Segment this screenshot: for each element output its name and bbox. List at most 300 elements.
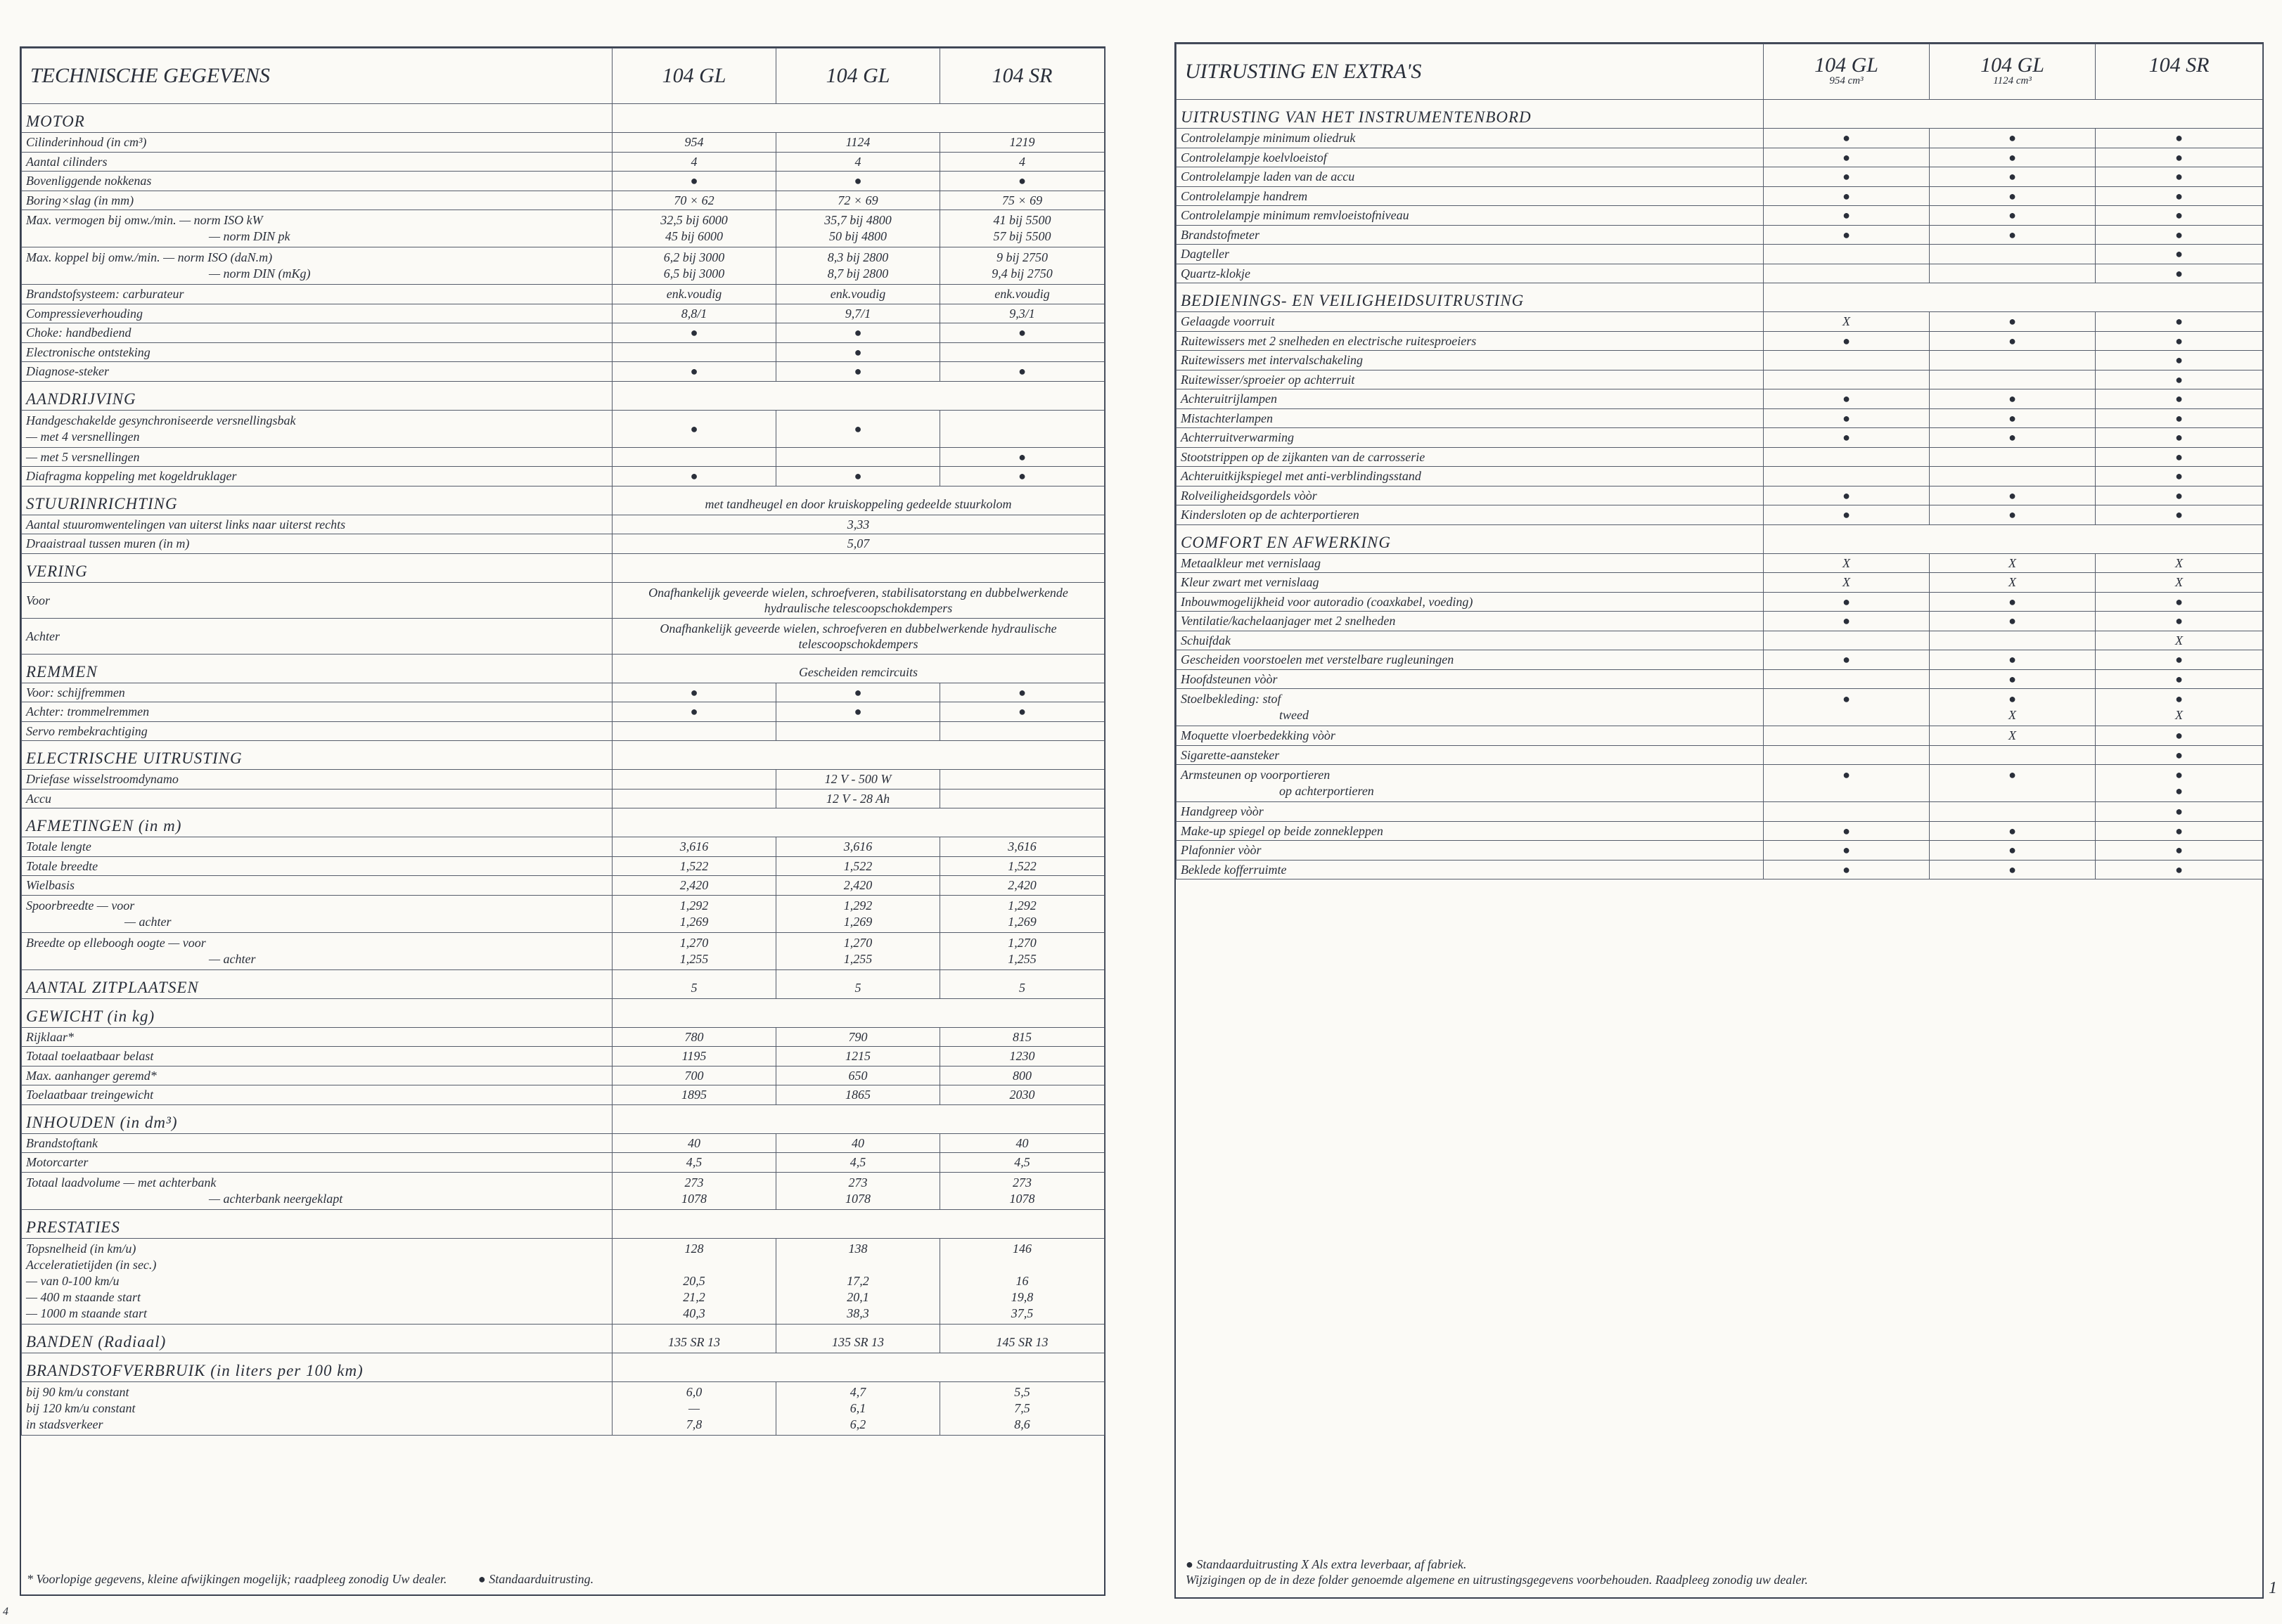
row-value [1930,447,2096,467]
cell-line: 9,4 bij 2750 [992,266,1053,281]
row-value: ● [940,362,1105,382]
row-label: Quartz-klokje [1177,264,1764,283]
table-row [1177,612,2263,631]
row-value: ● [2096,351,2263,370]
row-value: 70 × 62 [613,191,776,210]
table-row [22,133,1105,153]
table-row [1177,860,2263,879]
row-label: Wielbasis [22,876,613,896]
row-value: 700 [613,1066,776,1085]
section-spacer [613,998,1105,1027]
cell-line: X [2008,708,2016,722]
row-label: Hoofdsteunen vòòr [1177,669,1764,689]
row-value: 3,616 [940,837,1105,857]
row-label: Make-up spiegel op beide zonnekleppen [1177,821,1764,841]
table-row [1177,245,2263,264]
row-value: ● [1930,148,2096,167]
row-value: 1895 [613,1085,776,1105]
row-label [22,410,613,447]
table-row [1177,505,2263,525]
cell-line: 1,269 [1008,914,1037,929]
cell-line: Max. koppel bij omw./min. — norm ISO (daN.m) [26,250,273,264]
row-value: ● [2096,264,2263,283]
page-number-left: 4 [3,1606,8,1618]
cell-line: 273 [684,1175,704,1190]
section-value: 145 SR 13 [940,1324,1105,1353]
row-label [22,210,613,247]
cell-line: 1,255 [1008,951,1037,966]
row-value: ● [2096,726,2263,746]
section-header [1177,100,2263,129]
cell-line: — met 4 versnellingen [26,429,140,444]
row-label: Aantal cilinders [22,152,613,172]
section-header [22,1324,1105,1353]
cell-line: Topsnelheid (in km/u) [26,1241,136,1256]
row-value: ● [1764,592,1930,612]
table-row [1177,765,2263,802]
row-value: ● [1764,408,1930,428]
row-label: Mistachterlampen [1177,408,1764,428]
row-value [613,895,776,932]
table-row [22,152,1105,172]
row-value: 2,420 [613,876,776,896]
row-value: 780 [613,1027,776,1047]
table-row [22,1133,1105,1153]
row-value: enk.voudig [613,285,776,304]
table-row [1177,351,2263,370]
row-value: ● [2096,245,2263,264]
section-title: UITRUSTING VAN HET INSTRUMENTENBORD [1177,100,1764,129]
section-spacer [613,1353,1105,1381]
row-value: 1215 [776,1047,940,1066]
cell-line: 8,3 bij 2800 [827,250,889,264]
table-row [22,582,1105,618]
table-row [22,856,1105,876]
column-header-3: 104 SR [940,49,1105,104]
column-subtitle [2104,75,2254,87]
row-value: ● [1930,389,2096,409]
row-value: X [2096,573,2263,593]
table-row [22,1238,1105,1324]
cell-line: ● [1842,692,1850,706]
cell-line: — achterbank neergeklapt [209,1191,343,1206]
row-value: ● [613,702,776,722]
row-value [940,721,1105,741]
row-value: ● [1930,428,2096,448]
column-name: 104 GL [1980,53,2044,77]
row-label: Beklede kofferruimte [1177,860,1764,879]
column-header-1 [1764,44,1930,100]
table-row [22,1066,1105,1085]
row-label: Aantal stuuromwentelingen van uiterst links naar uiterst rechts [22,515,613,534]
cell-line: 1,269 [679,914,709,929]
table-row [1177,573,2263,593]
cell-line [1768,707,1925,723]
row-value: ● [1930,612,2096,631]
row-value [940,410,1105,447]
row-value [776,895,940,932]
table-row [22,1085,1105,1105]
table-row [22,1153,1105,1173]
table-row [22,447,1105,467]
cell-line: 128 [684,1241,704,1256]
cell-line: 57 bij 5500 [993,229,1051,243]
row-value: ● [2096,428,2263,448]
table-row [1177,726,2263,746]
cell-line [781,1257,935,1273]
row-value: ● [940,702,1105,722]
row-value [776,247,940,285]
row-value: ● [1764,486,1930,505]
row-value [776,1172,940,1209]
row-value [1764,765,1930,802]
section-header [22,969,1105,998]
row-value: ● [1930,592,2096,612]
row-value: ● [2096,206,2263,226]
section-title: INHOUDEN (in dm³) [22,1104,613,1133]
section-title: ELECTRISCHE UITRUSTING [22,741,613,770]
row-value: ● [1764,612,1930,631]
row-value [613,342,776,362]
row-label: Choke: handbediend [22,323,613,343]
row-value: 75 × 69 [940,191,1105,210]
row-label: Compressieverhouding [22,304,613,323]
row-value [1930,689,2096,726]
cell-line: 1,255 [679,951,709,966]
table-row [1177,745,2263,765]
row-value: 3,616 [776,837,940,857]
row-value: ● [2096,802,2263,822]
section-header [22,381,1105,410]
cell-line: 1078 [845,1191,871,1206]
cell-line: 45 bij 6000 [665,229,723,243]
cell-line: 6,5 bij 3000 [663,266,725,281]
cell-line [944,1257,1100,1273]
row-value [613,1381,776,1435]
table-row [22,618,1105,654]
left-legend: ● Standaarduitrusting. [477,1572,594,1586]
row-label: Draaistraal tussen muren (in m) [22,534,613,554]
column-header-1: 104 GL [613,49,776,104]
table-row [22,285,1105,304]
row-span-value: Onafhankelijk geveerde wielen, schroefveren en dubbelwerkende hydraulische telescoopschokdempers [613,618,1105,654]
table-row [22,1381,1105,1435]
row-label: Kindersloten op de achterportieren [1177,505,1764,525]
row-value [613,247,776,285]
row-value [940,247,1105,285]
row-value: ● [940,683,1105,702]
row-value [940,789,1105,808]
section-header [22,741,1105,770]
table-row [1177,167,2263,187]
row-value: X [1930,573,2096,593]
cell-line: 273 [848,1175,868,1190]
technical-data-panel [20,46,1105,1596]
table-row [22,702,1105,722]
row-value: enk.voudig [776,285,940,304]
row-value: 4,5 [776,1153,940,1173]
cell-line: — van 0-100 km/u [26,1273,120,1288]
cell-line: 1,270 [843,935,873,950]
row-label: Brandstofsysteem: carburateur [22,285,613,304]
row-value [1764,802,1930,822]
table-row [1177,592,2263,612]
table-row [22,323,1105,343]
section-header [22,1353,1105,1381]
row-value [940,895,1105,932]
row-value: ● [1930,486,2096,505]
row-value: ● [1764,389,1930,409]
cell-line: 1,255 [843,951,873,966]
section-title: STUURINRICHTING [22,486,613,515]
cell-line: 4,7 [850,1384,866,1399]
cell-line: 1078 [1009,1191,1035,1206]
cell-line: 1,292 [679,898,709,913]
section-value: 5 [940,969,1105,998]
row-label: — met 5 versnellingen [22,447,613,467]
section-title: GEWICHT (in kg) [22,998,613,1027]
row-label: Ruitewissers met 2 snelheden en electrische ruitesproeiers [1177,331,1764,351]
section-header [22,1209,1105,1238]
row-value [1764,245,1930,264]
row-value: 800 [940,1066,1105,1085]
equipment-panel [1174,42,2264,1599]
row-value: X [2096,631,2263,650]
row-label [22,932,613,969]
row-value: ● [776,683,940,702]
row-label: Brandstofmeter [1177,225,1764,245]
row-value: ● [1764,186,1930,206]
row-value: X [1930,553,2096,573]
table-row [22,683,1105,702]
section-header [22,1104,1105,1133]
row-value [1764,467,1930,486]
row-value: 1,522 [613,856,776,876]
cell-line: 21,2 [683,1289,705,1304]
row-value [613,447,776,467]
left-footnote-text: * Voorlopige gegevens, kleine afwijkingen mogelijk; raadpleeg zonodig Uw dealer. [27,1572,447,1586]
cell-line: in stadsverkeer [26,1417,103,1431]
row-value: ● [2096,408,2263,428]
cell-line: 1,269 [843,914,873,929]
row-value: ● [1764,331,1930,351]
row-value: ● [776,702,940,722]
row-value: ● [2096,821,2263,841]
row-value: ● [1764,225,1930,245]
table-title: TECHNISCHE GEGEVENS [22,49,613,104]
table-row [22,342,1105,362]
table-row [22,191,1105,210]
row-value: 12 V - 500 W [776,770,940,790]
cell-line: — achter [209,951,256,966]
row-label: Gescheiden voorstoelen met verstelbare rugleuningen [1177,650,1764,670]
row-value [940,1381,1105,1435]
row-value [1764,264,1930,283]
table-row [22,362,1105,382]
row-label: Driefase wisselstroomdynamo [22,770,613,790]
row-value [776,447,940,467]
row-value: ● [2096,612,2263,631]
row-value: 1865 [776,1085,940,1105]
row-value: ● [613,362,776,382]
row-value: ● [1930,129,2096,148]
cell-line: — [688,1400,700,1415]
column-name: 104 SR [2148,53,2210,77]
row-label: Achterruitverwarming [1177,428,1764,448]
row-label [1177,689,1764,726]
cell-line: Armsteunen op voorportieren [1181,768,1331,782]
section-spacer [613,553,1105,582]
row-value: ● [1930,206,2096,226]
table-row [22,534,1105,554]
row-value [776,721,940,741]
cell-line: 1078 [681,1191,707,1206]
row-value: 2,420 [940,876,1105,896]
table-row [22,721,1105,741]
page-number-right: 1 [2269,1579,2277,1597]
section-span-value: met tandheugel en door kruiskoppeling gedeelde stuurkolom [613,486,1105,515]
cell-line: Spoorbreedte — voor [26,898,135,913]
section-title: BEDIENINGS- EN VEILIGHEIDSUITRUSTING [1177,283,1764,312]
cell-line: 7,5 [1014,1400,1030,1415]
cell-line [617,1257,771,1273]
row-value: 1219 [940,133,1105,153]
row-label: Dagteller [1177,245,1764,264]
row-value [1764,447,1930,467]
row-value: 40 [613,1133,776,1153]
section-spacer [613,808,1105,837]
section-value: 5 [776,969,940,998]
row-value: 4 [613,152,776,172]
cell-line: Handgeschakelde gesynchroniseerde versnellingsbak [26,413,296,427]
cell-line: — achter [124,914,172,929]
section-title: PRESTATIES [22,1209,613,1238]
section-header [22,553,1105,582]
row-label: Cilinderinhoud (in cm³) [22,133,613,153]
row-label: Rolveiligheidsgordels vòòr [1177,486,1764,505]
table-row [1177,148,2263,167]
row-value [1930,802,2096,822]
row-value: ● [1930,312,2096,332]
row-label: Achter [22,618,613,654]
row-value: ● [1930,650,2096,670]
row-value [940,770,1105,790]
row-value [1764,689,1930,726]
row-label: Achteruitrijlampen [1177,389,1764,409]
cell-line: — norm DIN (mKg) [209,266,311,281]
row-value: ● [1764,650,1930,670]
row-value [613,721,776,741]
table-title: UITRUSTING EN EXTRA'S [1177,44,1764,100]
section-title: AANTAL ZITPLAATSEN [22,969,613,998]
row-label: Totale lengte [22,837,613,857]
row-value: ● [940,467,1105,486]
row-label: Rijklaar* [22,1027,613,1047]
section-spacer [613,104,1105,133]
cell-line: — 400 m staande start [26,1289,141,1304]
row-value: ● [1930,331,2096,351]
row-label: Voor [22,582,613,618]
row-value: ● [940,323,1105,343]
row-label: Controlelampje laden van de accu [1177,167,1764,187]
section-title: BRANDSTOFVERBRUIK (in liters per 100 km) [22,1353,613,1381]
table-row [22,837,1105,857]
section-title: REMMEN [22,654,613,683]
section-spacer [1764,100,2263,129]
row-value [1930,245,2096,264]
row-value [776,210,940,247]
row-value: ● [613,467,776,486]
row-label: Metaalkleur met vernislaag [1177,553,1764,573]
table-row [22,1047,1105,1066]
row-value: ● [1764,129,1930,148]
row-value: ● [2096,129,2263,148]
row-value [1930,370,2096,389]
cell-line: ● [2175,692,2183,706]
row-label [22,1381,613,1435]
row-value: 72 × 69 [776,191,940,210]
section-span-value: Gescheiden remcircuits [613,654,1105,683]
section-header [22,998,1105,1027]
column-subtitle: 1124 cm³ [1993,75,2032,86]
section-value: 135 SR 13 [776,1324,940,1353]
row-label: Voor: schijfremmen [22,683,613,702]
cell-line: 8,6 [1014,1417,1030,1431]
cell-line: 16 [1015,1273,1029,1288]
row-label: Controlelampje koelvloeistof [1177,148,1764,167]
row-label: Controlelampje minimum remvloeistofniveau [1177,206,1764,226]
cell-line: 5,5 [1014,1384,1030,1399]
table-row [22,1027,1105,1047]
cell-line: — 1000 m staande start [26,1306,148,1320]
table-row [22,770,1105,790]
row-value: ● [776,410,940,447]
section-header [1177,283,2263,312]
row-span-value: Onafhankelijk geveerde wielen, schroefveren, stabilisatorstang en dubbelwerkende hydraulische telescoopschokdempers [613,582,1105,618]
row-value: ● [1930,186,2096,206]
cell-line: Totaal laadvolume — met achterbank [26,1175,217,1190]
cell-line: ● [2008,692,2016,706]
table-row [22,515,1105,534]
section-spacer [1764,524,2263,553]
row-value: 3,616 [613,837,776,857]
table-header [22,49,1105,104]
table-row [1177,331,2263,351]
row-value [940,932,1105,969]
row-label: Kleur zwart met vernislaag [1177,573,1764,593]
row-value: ● [1764,821,1930,841]
row-value: ● [1930,408,2096,428]
table-row [1177,225,2263,245]
row-label: Sigarette-aansteker [1177,745,1764,765]
cell-line: 1,292 [843,898,873,913]
row-value: ● [2096,592,2263,612]
row-value: ● [1930,505,2096,525]
cell-line: 8,7 bij 2800 [827,266,889,281]
row-value: ● [613,323,776,343]
row-value [1764,669,1930,689]
row-value [1764,745,1930,765]
cell-line: Breedte op elleboogh oogte — voor [26,935,206,950]
row-span-value: 5,07 [613,534,1105,554]
row-value [613,932,776,969]
cell-line: 40,3 [683,1306,705,1320]
row-value: ● [2096,486,2263,505]
row-value: 650 [776,1066,940,1085]
row-value [2096,689,2263,726]
row-label: Boring×slag (in mm) [22,191,613,210]
row-value: 9,3/1 [940,304,1105,323]
